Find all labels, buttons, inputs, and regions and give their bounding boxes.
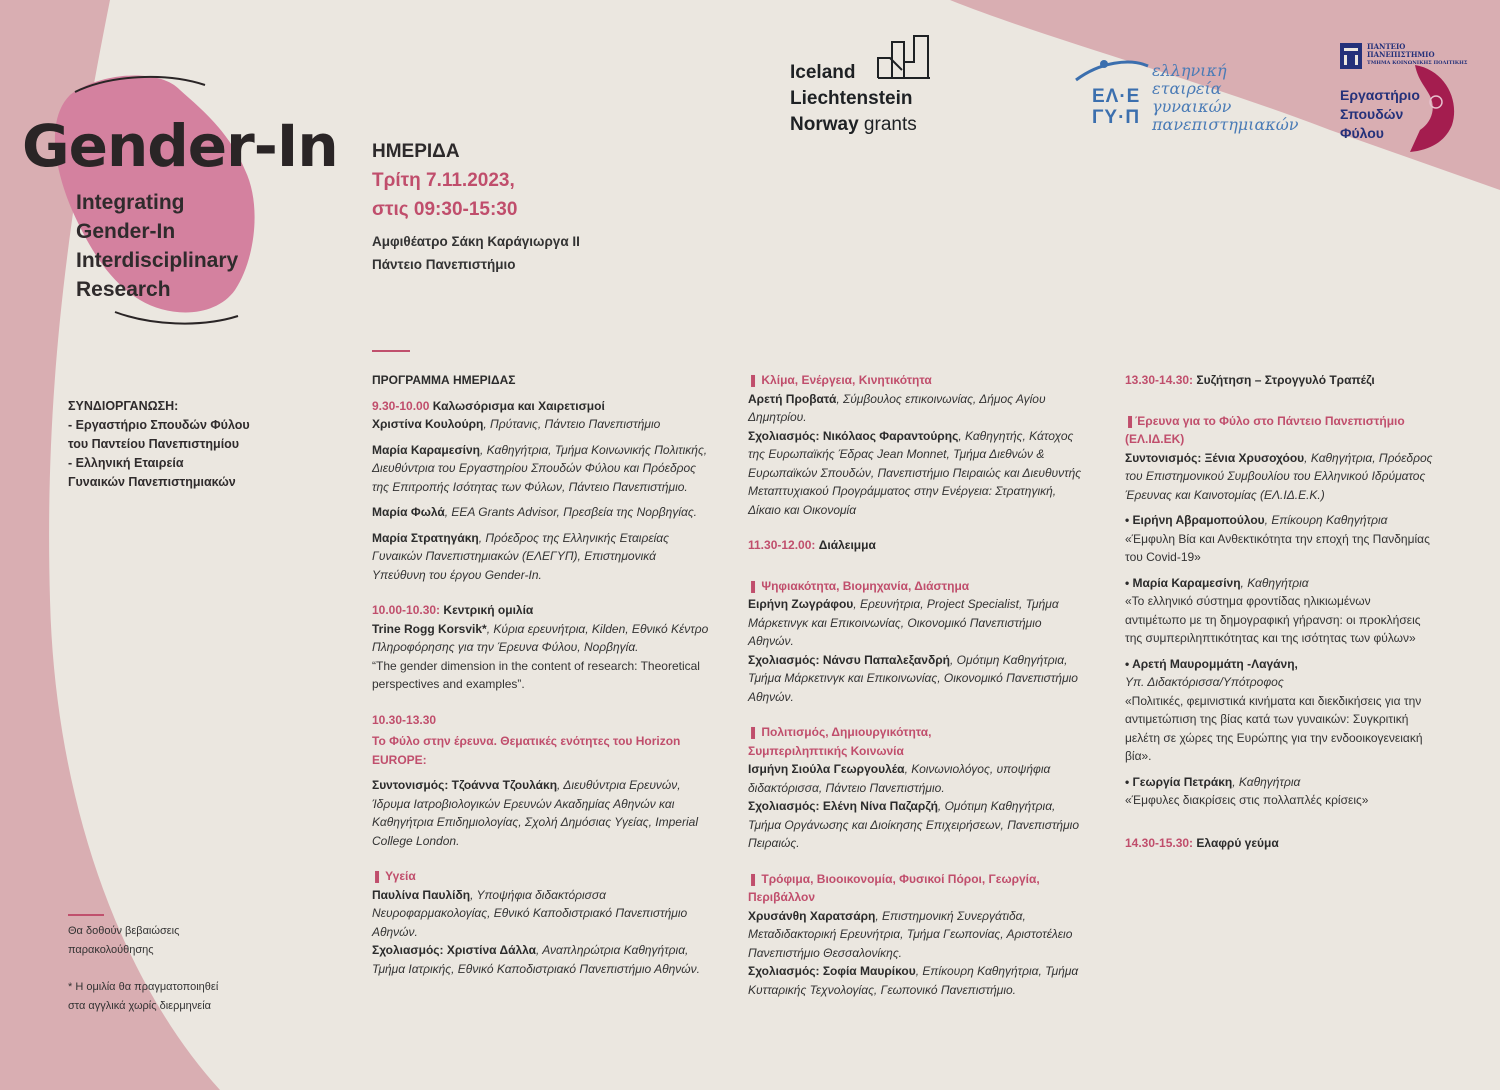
section-digital: ❚ Ψηφιακότητα, Βιομηχανία, Διάστημα [748,578,970,593]
panteio-top1: ΠΑΝΤΕΙΟ [1367,42,1406,51]
section-health: ❚ Υγεία [372,869,416,883]
discussant [748,797,1084,853]
lab-line1: Εργαστήριο [1340,87,1420,103]
speaker-role: , Σύμβουλος επικοινωνίας, Δήμος Αγίου Δημητρίου. [748,391,1046,424]
session-time: 13.30-14.30: [1125,373,1194,387]
subtitle-line: Research [76,278,171,301]
brand-title: Gender-In [22,112,338,180]
speaker [748,907,1084,963]
program-divider [372,350,410,352]
event-venue-university: Πάντειο Πανεπιστήμιο [372,257,516,272]
discussant-name: Σχολιασμός: Ελένη Νίνα Παζαρζή [748,799,938,813]
speaker [748,595,1084,651]
coorg-line: - Ελληνική Εταιρεία [68,456,184,470]
speaker-name: Ειρήνη Ζωγράφου [748,597,854,611]
discussant-role: , Ομότιμη Καθηγήτρια, Τμήμα Μάρκετινγκ και Επικοινωνίας, Οικονομικό Πανεπιστήμιο Αθηνών. [748,652,1078,704]
speaker-role: Υπ. Διδακτόρισσα/Υπότροφος [1125,675,1284,689]
session-time: 10.30-13.30 [372,712,437,727]
event-type: ΗΜΕΡΙΔΑ [372,141,460,162]
talk-title: “The gender dimension in the content of research: Theoretical perspectives and examples”. [372,658,700,691]
note-line: στα αγγλικά χωρίς διερμηνεία [68,1000,211,1012]
speaker-name: • Μαρία Καραμεσίνη [1125,575,1241,590]
speaker-name: • Ειρήνη Αβραμοπούλου [1125,513,1265,527]
iln-line1: Iceland [790,62,856,83]
discussant [748,651,1084,707]
speaker [748,390,1084,427]
speaker-role: , Πρύτανις, Πάντειο Πανεπιστήμιο [483,417,661,431]
speaker-name: Χρυσάνθη Χαρατσάρη [748,908,876,923]
speaker-name: Παυλίνα Παυλίδη [372,887,471,902]
talk-title: «Πολιτικές, φεμινιστικά κινήματα και διεκδικήσεις για την αντιμετώπιση της βίας κατά των γυναικών: Συγκριτική μελέτη σε χώρες της Ευρώπης για την ενδοοικογενειακή βία». [1125,693,1423,763]
panteio-top3: ΤΜΗΜΑ ΚΟΙΝΩΝΙΚΗΣ ΠΟΛΙΤΙΚΗΣ [1367,60,1468,66]
coorg-line: - Εργαστήριο Σπουδών Φύλου [68,418,250,432]
discussant [748,427,1084,520]
program-column-2 [748,371,1084,999]
coordinator-name: Συντονισμός: Ξένια Χρυσοχόου [1125,450,1305,465]
program-heading: ΠΡΟΓΡΑΜΜΑ ΗΜΕΡΙΔΑΣ [372,373,516,387]
session-time: 10.00-10.30: [372,603,441,617]
session-title: Διάλειμμα [818,538,876,552]
note-line: * Η ομιλία θα πραγματοποιηθεί [68,981,219,993]
panteio-top2: ΠΑΝΕΠΙΣΤΗΜΙΟ [1367,50,1435,59]
session-time: 11.30-12.00: [748,538,816,552]
speaker-role: , Καθηγήτρια, Τμήμα Κοινωνικής Πολιτικής, Διευθύντρια του Εργαστηρίου Σπουδών Φύλου και Πρόεδρος της Επιτροπής Ισότητας των Φύλων, Πάντειο Πανεπιστήμιο. [372,442,708,494]
elegyp-logo-text [1152,62,1299,134]
elegyp-abbr2: ΓΥ·Π [1092,107,1141,128]
speaker-name: Μαρία Καραμεσίνη [372,442,480,457]
elegyp-abbr1: ΕΛ·Ε [1092,86,1141,107]
elegyp-line: πανεπιστημιακών [1152,115,1299,134]
coorg-line: Γυναικών Πανεπιστημιακών [68,475,236,489]
program-column-3 [1125,371,1435,852]
speaker-role: , Επίκουρη Καθηγήτρια [1264,513,1388,527]
lab-line2: Σπουδών [1340,106,1404,122]
discussant-name: Σχολιασμός: Χριστίνα Δάλλα [372,943,537,957]
iln-line2: Liechtenstein [790,88,913,109]
speaker [372,441,712,497]
discussant-role: , Καθηγητής, Κάτοχος της Ευρωπαϊκής Έδρας Jean Monnet, Τμήμα Διεθνών & Ευρωπαϊκών Σπουδών, Πανεπιστήμιο Πειραιώς και Διευθυντής Μεταπτυχιακού Προγράμματος στην Ενέργεια: Στρατηγική, Δίκαιο και Οικονομία [748,428,1082,517]
iln-line3 [790,112,917,138]
talk-title: «Έμφυλη Βία και Ανθεκτικότητα την εποχή της Πανδημίας του Covid-19» [1125,531,1430,564]
session-time: 9.30-10.00 [372,398,430,413]
elegyp-line: ελληνική [1152,61,1227,80]
speaker [372,886,712,942]
speaker [1125,773,1435,792]
attendance-note [68,922,179,960]
speaker [372,529,712,585]
iln-grants: grants [863,114,917,135]
discussant-role: , Αναπληρώτρια Καθηγήτρια, Τμήμα Ιατρικής, Εθνικό Καποδιστριακό Πανεπιστήμιο Αθηνών. [372,943,700,976]
language-note [68,978,218,1016]
speaker-name: Αρετή Προβατά [748,391,837,406]
note-line: παρακολούθησης [68,944,154,956]
section-food: ❚ Τρόφιμα, Βιοοικονομία, Φυσικοί Πόροι, Γεωργία, Περιβάλλον [748,871,1040,904]
speaker-role: , Κοινωνιολόγος, υποψήφια διδακτόρισσα, Πάντειο Πανεπιστήμιο. [748,762,1051,795]
coordinator [1125,449,1435,505]
iln-norway: Norway [790,114,859,135]
discussant [748,962,1084,999]
speaker [748,760,1084,797]
note-line: Θα δοθούν βεβαιώσεις [68,925,180,937]
coordinator-name: Συντονισμός: Τζοάννα Τζουλάκη [372,778,558,792]
coorg-line: του Παντείου Πανεπιστημίου [68,437,240,451]
session-title: Κεντρική ομιλία [443,603,534,617]
coorg-heading: ΣΥΝΔΙΟΡΓΑΝΩΣΗ: [68,399,179,413]
iln-grants-logo [790,60,917,138]
section-culture: ❚ Πολιτισμός, Δημιουργικότητα, Συμπεριληπτικής Κοινωνία [748,725,932,758]
session-time: 14.30-15.30: [1125,835,1194,850]
elegyp-abbr [1092,86,1140,128]
speaker-role: , Καθηγήτρια [1232,774,1301,789]
speaker-name: • Γεωργία Πετράκη [1125,774,1233,789]
lab-line3: Φύλου [1340,125,1384,141]
subtitle-line: Interdisciplinary [76,249,239,272]
co-organization [68,397,250,492]
program-column-1 [372,371,712,978]
speaker [372,620,712,657]
discussant-role: , Επίκουρη Καθηγήτρια, Τμήμα Κυτταρικής Τεχνολογίας, Γεωπονικό Πανεπιστήμιο. [748,964,1079,997]
speaker-role: , Κύρια ερευνήτρια, Kilden, Εθνικό Κέντρο Πληροφόρησης για την Έρευνα Φύλου, Νορβηγία. [372,621,709,654]
event-date: Τρίτη 7.11.2023, [372,170,515,191]
speaker [372,503,712,522]
discussant [372,941,712,978]
session-title: Καλωσόρισμα και Χαιρετισμοί [432,398,605,413]
notes-divider [68,914,104,916]
session-roundtable [1125,371,1435,390]
brand-subtitle [76,188,238,304]
elegyp-line: εταιρεία [1152,79,1222,98]
talk-title: «Το ελληνικό σύστημα φροντίδας ηλικιωμένων αντιμέτωπο με τη δημογραφική γήρανση: οι προκλήσεις της συμπεριληπτικότητας και της ισότητας των φύλων» [1125,594,1421,645]
panteio-university-logo [1367,43,1467,67]
coordinator-role: , Καθηγήτρια, Πρόεδρος του Επιστημονικού Συμβουλίου του Ελληνικού Ιδρύματος Έρευνας και Καινοτομίας (ΕΛ.ΙΔ.Ε.Κ.) [1125,450,1433,502]
discussant-name: Σχολιασμός: Νάνσυ Παπαλεξανδρή [748,652,951,667]
speaker-name: Trine Rogg Korsvik* [372,621,487,636]
speaker-name: Μαρία Φωλά [372,505,445,519]
subtitle-line: Gender-In [76,220,176,243]
event-time: στις 09:30-15:30 [372,199,518,220]
session-keynote [372,601,712,620]
panteio-seal [1340,43,1362,69]
session-title: Το Φύλο στην έρευνα. Θεματικές ενότητες του Horizon EUROPE: [372,734,681,767]
discussant-role: , Ομότιμη Καθηγήτρια, Τμήμα Οργάνωσης και Διοίκησης Επιχειρήσεων, Πανεπιστήμιο Πειραιώς. [748,799,1080,850]
event-venue-hall: Αμφιθέατρο Σάκη Καράγιωργα ΙΙ [372,234,580,249]
speaker-role: , Επιστημονική Συνεργάτιδα, Μεταδιδακτορική Ερευνήτρια, Τμήμα Γεωπονίας, Αριστοτέλειο Πανεπιστήμιο Θεσσαλονίκης. [748,908,1073,960]
speaker-role: , Υποψήφια διδακτόρισσα Νευροφαρμακολογίας, Εθνικό Καποδιστριακό Πανεπιστήμιο Αθηνών. [372,887,688,939]
speaker-name: • Αρετή Μαυρομμάτη -Λαγάνη, [1125,656,1298,671]
speaker-role: , EEA Grants Advisor, Πρεσβεία της Νορβηγίας. [444,505,698,519]
talk-title: «Έμφυλες διακρίσεις στις πολλαπλές κρίσεις» [1125,793,1369,807]
speaker-role: , Πρόεδρος της Ελληνικής Εταιρείας Γυναικών Πανεπιστημιακών (ΕΛΕΓΥΠ), Επιστημονικά Υπεύθυνη του έργου Gender-In. [372,530,669,582]
session-break [748,536,1084,555]
coordinator [372,776,712,850]
elegyp-line: γυναικών [1152,97,1232,116]
speaker-name: Χριστίνα Κουλούρη [372,417,484,431]
speaker [1125,511,1435,530]
session-title: Συζήτηση – Στρογγυλό Τραπέζι [1196,373,1375,387]
speaker-role: , Ερευνήτρια, Project Specialist, Τμήμα Μάρκετινγκ και Επικοινωνίας, Οικονομικό Πανεπιστήμιο Αθηνών. [748,597,1059,648]
session-welcome [372,397,712,416]
section-climate: ❚ Κλίμα, Ενέργεια, Κινητικότητα [748,373,932,387]
speaker-name: Μαρία Στρατηγάκη [372,530,479,545]
speaker-name: Ισμήνη Σιούλα Γεωργουλέα [748,762,905,776]
section-panteio-research: ❚Έρευνα για το Φύλο στο Πάντειο Πανεπιστήμιο (ΕΛ.ΙΔ.ΕΚ) [1125,413,1405,446]
coordinator-role: , Διευθύντρια Ερευνών, Ίδρυμα Ιατροβιολογικών Ερευνών Ακαδημίας Αθηνών και Καθηγήτρια Επιδημιολογίας, Σχολή Δημόσιας Υγείας, Imperial College London. [372,778,698,848]
speaker [372,415,712,434]
discussant-name: Σχολιασμός: Σοφία Μαυρίκου [748,964,916,978]
speaker [1125,574,1435,593]
subtitle-line: Integrating [76,191,185,214]
gender-lab-logo [1340,86,1420,143]
session-lunch [1125,834,1435,853]
discussant-name: Σχολιασμός: Νικόλαος Φαραντούρης [748,428,959,443]
session-title: Ελαφρύ γεύμα [1196,835,1279,850]
speaker-role: , Καθηγήτρια [1240,575,1309,590]
